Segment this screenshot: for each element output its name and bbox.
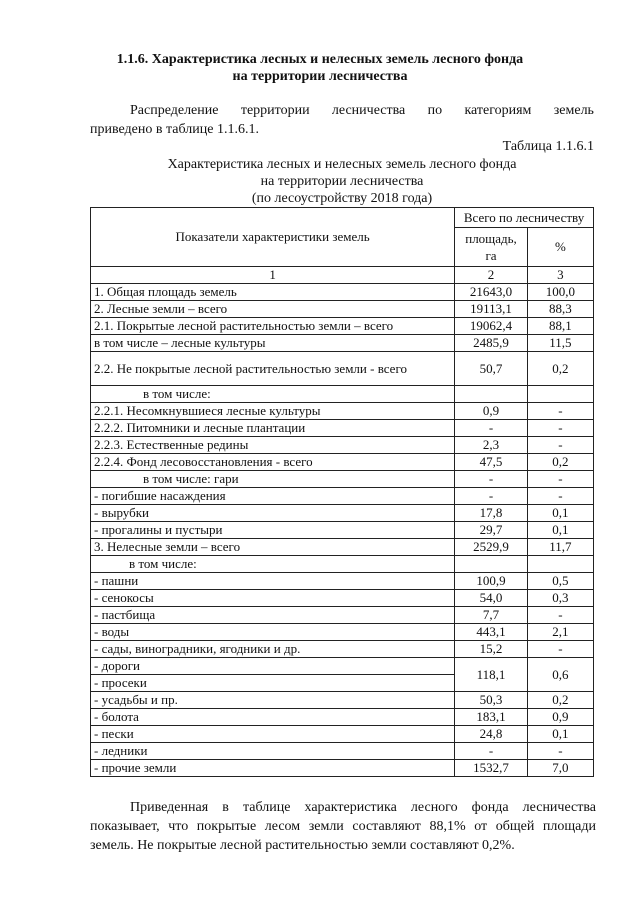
row-percent: 11,7 (527, 539, 593, 556)
conclusion-paragraph (90, 798, 596, 855)
row-area: 183,1 (455, 709, 528, 726)
table-row (91, 658, 594, 675)
table-caption-line-2: на территории лесничества (260, 174, 424, 189)
table-row (91, 522, 594, 539)
conclusion-text: Приведенная в таблице характеристика лесного фонда лесничества показывает, что покрытые лесом земли составляют 88,1% от общей площади земель. Не покрытые лесной растительностью земли составляют 0,2%. (90, 800, 596, 853)
table-row (91, 743, 594, 760)
row-percent: 0,2 (527, 352, 593, 386)
row-area: - (455, 488, 528, 505)
intro-line-1 (90, 101, 594, 120)
table-row (91, 488, 594, 505)
row-area (455, 386, 528, 403)
header-percent: % (527, 228, 593, 267)
header-indicator: Показатели характеристики земель (91, 208, 455, 267)
row-label: - воды (91, 624, 455, 641)
table-row (91, 437, 594, 454)
row-percent: - (527, 403, 593, 420)
row-area: 7,7 (455, 607, 528, 624)
row-percent: - (527, 437, 593, 454)
row-label: 2.2. Не покрытые лесной растительностью земли - всего (91, 352, 455, 386)
table-row (91, 556, 594, 573)
table-row (91, 505, 594, 522)
row-area: 47,5 (455, 454, 528, 471)
intro-word: лесничества (331, 103, 406, 118)
row-area: - (455, 471, 528, 488)
row-label: - прогалины и пустыри (91, 522, 455, 539)
table-row (91, 709, 594, 726)
row-label: - сенокосы (91, 590, 455, 607)
intro-line-2: приведено в таблице 1.1.6.1. (90, 122, 259, 137)
header-total: Всего по лесничеству (455, 208, 594, 228)
row-area: 24,8 (455, 726, 528, 743)
land-characteristics-table (90, 207, 594, 777)
row-percent: 0,1 (527, 726, 593, 743)
header-area: площадь, га (455, 228, 528, 267)
row-percent: 0,1 (527, 505, 593, 522)
row-label: 2.2.4. Фонд лесовосстановления - всего (91, 454, 455, 471)
table-row (91, 318, 594, 335)
table-row (91, 641, 594, 658)
row-percent: 0,9 (527, 709, 593, 726)
row-percent: - (527, 607, 593, 624)
row-label: - усадьбы и пр. (91, 692, 455, 709)
table-row (91, 760, 594, 777)
row-area: - (455, 743, 528, 760)
intro-word: территории (240, 103, 310, 118)
row-percent: 88,1 (527, 318, 593, 335)
table-row (91, 539, 594, 556)
row-label: - прочие земли (91, 760, 455, 777)
row-percent: 11,5 (527, 335, 593, 352)
row-label: 2.2.1. Несомкнувшиеся лесные культуры (91, 403, 455, 420)
table-number: Таблица 1.1.6.1 (502, 139, 594, 154)
row-percent: 0,2 (527, 692, 593, 709)
row-area: 443,1 (455, 624, 528, 641)
row-label: в том числе – лесные культуры (91, 335, 455, 352)
row-label: 2.2.2. Питомники и лесные плантации (91, 420, 455, 437)
intro-word: Распределение (130, 103, 219, 118)
row-area: 21643,0 (455, 284, 528, 301)
row-percent: 100,0 (527, 284, 593, 301)
row-area: 50,7 (455, 352, 528, 386)
table-row (91, 624, 594, 641)
row-area (455, 556, 528, 573)
row-percent: 7,0 (527, 760, 593, 777)
table-row (91, 403, 594, 420)
intro-paragraph (90, 101, 594, 139)
row-area: 2,3 (455, 437, 528, 454)
table-row (91, 352, 594, 386)
row-percent: 0,1 (527, 522, 593, 539)
table-row (91, 335, 594, 352)
row-percent: - (527, 471, 593, 488)
row-percent: 0,3 (527, 590, 593, 607)
section-heading (40, 51, 600, 85)
row-label: 1. Общая площадь земель (91, 284, 455, 301)
table-row (91, 420, 594, 437)
table-caption (90, 156, 594, 207)
row-label: - пашни (91, 573, 455, 590)
row-area: 15,2 (455, 641, 528, 658)
row-percent: - (527, 420, 593, 437)
row-area: 1532,7 (455, 760, 528, 777)
table-caption-line-3: (по лесоустройству 2018 года) (251, 191, 433, 206)
table-caption-line-1: Характеристика лесных и нелесных земель лесного фонда (167, 157, 517, 172)
row-area: 2529,9 (455, 539, 528, 556)
table-row (91, 301, 594, 318)
intro-word: категориям (464, 103, 532, 118)
intro-word: земель (553, 103, 594, 118)
row-percent: 0,2 (527, 454, 593, 471)
row-label: 2. Лесные земли – всего (91, 301, 455, 318)
table-row (91, 726, 594, 743)
row-area: 0,9 (455, 403, 528, 420)
row-area: 19062,4 (455, 318, 528, 335)
row-label: 2.2.3. Естественные редины (91, 437, 455, 454)
table-row (91, 471, 594, 488)
section-heading-line-2: на территории лесничества (232, 69, 408, 84)
row-percent (527, 556, 593, 573)
column-number-3: 3 (527, 267, 593, 284)
table-row (91, 284, 594, 301)
row-label: - вырубки (91, 505, 455, 522)
row-area: 50,3 (455, 692, 528, 709)
row-percent: 0,6 (527, 658, 593, 692)
row-percent: - (527, 641, 593, 658)
row-percent: 0,5 (527, 573, 593, 590)
row-area: 118,1 (455, 658, 528, 692)
row-label: - сады, виноградники, ягодники и др. (91, 641, 455, 658)
row-label: - болота (91, 709, 455, 726)
row-label: - погибшие насаждения (91, 488, 455, 505)
row-label: - просеки (91, 675, 455, 692)
row-percent (527, 386, 593, 403)
row-label: в том числе: (91, 556, 455, 573)
row-percent: 2,1 (527, 624, 593, 641)
row-area: 29,7 (455, 522, 528, 539)
row-area: 19113,1 (455, 301, 528, 318)
row-label: 2.1. Покрытые лесной растительностью земли – всего (91, 318, 455, 335)
row-percent: 88,3 (527, 301, 593, 318)
table-row (91, 573, 594, 590)
row-area: 54,0 (455, 590, 528, 607)
intro-word: по (427, 103, 443, 118)
row-percent: - (527, 488, 593, 505)
row-area: - (455, 420, 528, 437)
table-row (91, 454, 594, 471)
row-label: - ледники (91, 743, 455, 760)
table-body (91, 284, 594, 777)
row-percent: - (527, 743, 593, 760)
section-heading-line-1: 1.1.6. Характеристика лесных и нелесных земель лесного фонда (116, 52, 524, 67)
table-row (91, 386, 594, 403)
row-label: в том числе: (91, 386, 455, 403)
row-area: 17,8 (455, 505, 528, 522)
row-label: - дороги (91, 658, 455, 675)
row-label: 3. Нелесные земли – всего (91, 539, 455, 556)
table-row (91, 590, 594, 607)
row-label: - пастбища (91, 607, 455, 624)
table-row (91, 607, 594, 624)
column-number-2: 2 (455, 267, 528, 284)
row-area: 2485,9 (455, 335, 528, 352)
row-label: - пески (91, 726, 455, 743)
row-label: в том числе: гари (91, 471, 455, 488)
table-row (91, 692, 594, 709)
column-number-1: 1 (91, 267, 455, 284)
row-area: 100,9 (455, 573, 528, 590)
